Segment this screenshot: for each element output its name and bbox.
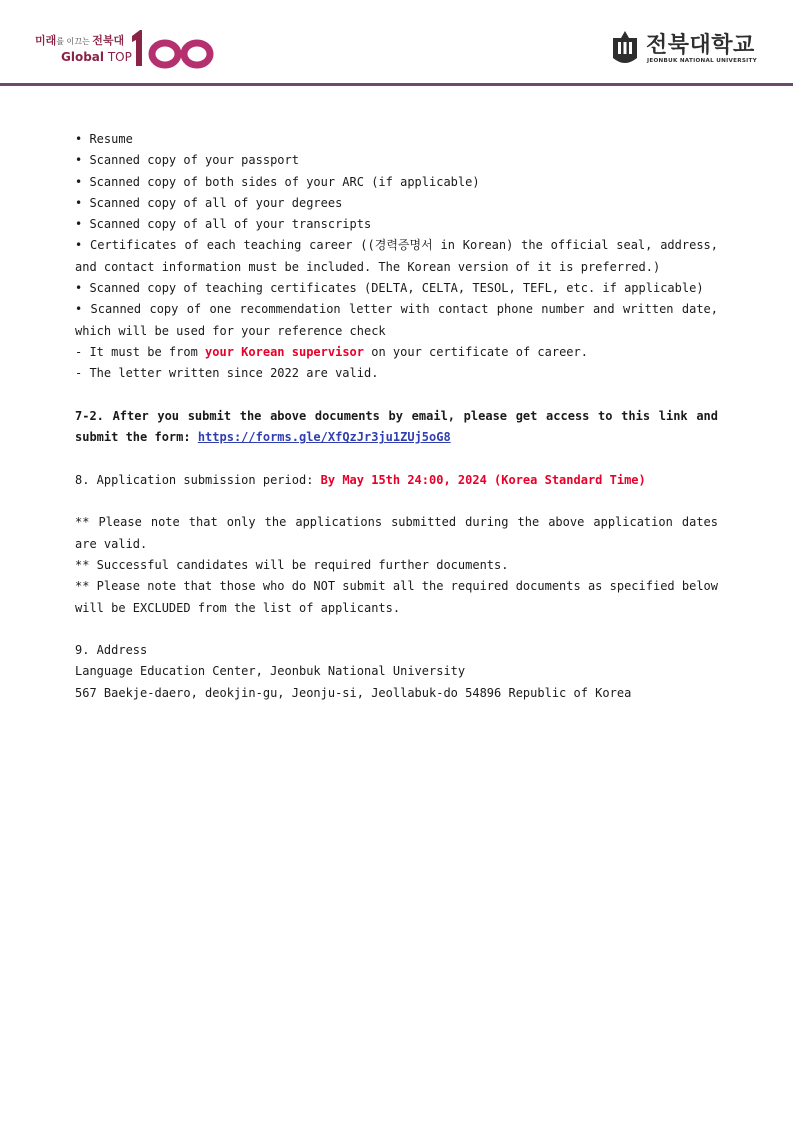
header-divider bbox=[0, 83, 793, 86]
page-header bbox=[0, 0, 793, 86]
note-item: ** Please note that those who do NOT submit all the required documents as specified below will be EXCLUDED from the list of applicants. bbox=[75, 579, 718, 615]
submission-period: By May 15th 24:00, 2024 (Korea Standard Time) bbox=[320, 472, 646, 487]
university-name-korean: 전북대학교 bbox=[646, 33, 755, 58]
university-name-english: JEONBUK NATIONAL UNIVERSITY bbox=[647, 58, 758, 64]
document-item: • Scanned copy of your passport bbox=[75, 153, 299, 168]
address-line: Language Education Center, Jeonbuk National University bbox=[75, 664, 466, 679]
document-item: • Resume bbox=[75, 132, 133, 146]
document-item: • Certificates of each teaching career ((경력증명서 in Korean) the official seal, address, and contact information must be included. The Korean version of it is preferred.) bbox=[75, 238, 718, 274]
section-8: 8. Application submission period: By May 15th 24:00, 2024 (Korea Standard Time) bbox=[75, 472, 646, 487]
logo-100-mark bbox=[130, 26, 225, 70]
logo-slogan: 미래를 이끄는 전북대 bbox=[35, 34, 125, 47]
supervisor-highlight: your Korean supervisor bbox=[205, 344, 364, 359]
note-item: ** Successful candidates will be required further documents. bbox=[75, 557, 509, 572]
note-item: ** Please note that only the applications submitted during the above application dates are valid. bbox=[75, 515, 718, 551]
document-item: • Scanned copy of both sides of your ARC (if applicable) bbox=[75, 174, 480, 189]
university-emblem-icon bbox=[612, 30, 638, 68]
address-line: 567 Baekje-daero, deokjin-gu, Jeonju-si, Jeollabuk-do 54896 Republic of Korea bbox=[75, 685, 632, 700]
document-item: • Scanned copy of teaching certificates (DELTA, CELTA, TESOL, TEFL, etc. if applicable) bbox=[75, 281, 704, 296]
form-link[interactable]: https://forms.gle/XfQzJr3ju1ZUj5oG8 bbox=[197, 430, 451, 445]
jeonbuk-university-logo bbox=[612, 30, 762, 70]
supervisor-note: - It must be from your Korean supervisor on your certificate of career. bbox=[75, 344, 588, 359]
section-9-title: 9. Address bbox=[75, 643, 148, 658]
section-7-2: 7-2. After you submit the above documents by email, please get access to this link and submit the form: https://forms.gle/XfQzJr3ju1ZUj5oG8 bbox=[75, 408, 718, 445]
logo-global-top: Global TOP bbox=[61, 50, 132, 64]
letter-validity-note: - The letter written since 2022 are valid. bbox=[75, 366, 379, 381]
document-body bbox=[75, 129, 718, 704]
document-item: • Scanned copy of all of your degrees bbox=[75, 195, 343, 210]
document-item: • Scanned copy of one recommendation letter with contact phone number and written date, which will be used for your reference check bbox=[75, 302, 718, 338]
global-top-100-logo bbox=[35, 26, 205, 70]
document-item: • Scanned copy of all of your transcripts bbox=[75, 217, 372, 232]
